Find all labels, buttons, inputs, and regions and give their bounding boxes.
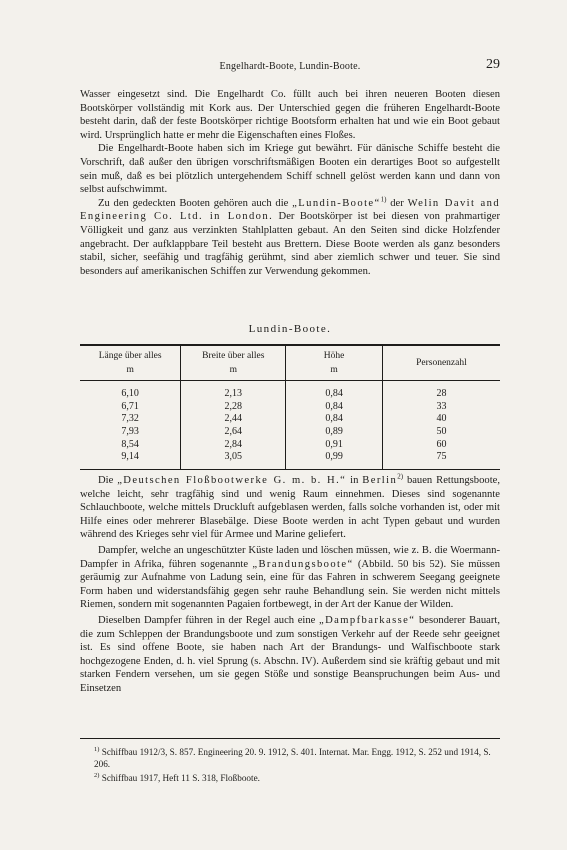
text: Die (98, 475, 118, 486)
table-cell: 9,14 (80, 450, 181, 469)
footnote-text: Schiffbau 1912/3, S. 857. Engineering 20. 9. 1912, S. 401. Internat. Mar. Engg. 1912, S. 252 und 1914, S. 206. (94, 747, 491, 770)
table-row (80, 381, 500, 400)
text: in (346, 475, 363, 486)
header-label: Breite über alles (202, 351, 265, 361)
table-row (80, 400, 500, 413)
footnote (80, 744, 500, 770)
table-cell: 7,32 (121, 413, 139, 425)
table-cell: 0,99 (286, 450, 383, 469)
table-row (80, 450, 500, 469)
footnote-divider (80, 738, 500, 739)
table-row (80, 412, 500, 425)
table-cell: 60 (382, 438, 500, 451)
running-head: Engelhardt-Boote, Lundin-Boote. (219, 61, 361, 72)
table-cell: 0,91 (286, 438, 383, 451)
text: (Abbild. 50 bis 52). Sie müssen geräumig zur Aufnahme von Ladung sein, eine für das Fahren in schwerem Seegang geeignete Form haben und widerstandsfähig gegen sehr rauhe Behandlung sein. Sie werden nicht mittels Riemen, sondern mit sogenannten Pagaien fortbewegt, in der Art der Kanue der Wilden. (80, 558, 500, 611)
table-cell: 50 (382, 425, 500, 438)
table-row (80, 438, 500, 451)
text: bauen Rettungsboote, welche leicht, sehr tragfähig sind und wenig Raum einnehmen. Dieses sind sogenannte Schlauchboote, welche mittels Druckluft aufgeblasen werden, falls solche vorhanden ist, oder mit Hilfe eines oder mehrerer Blasebälge. Diese Boote werden in acht Typen gebaut und wurden während des Krieges sehr viel für Armee und Marine geliefert. (80, 475, 500, 541)
body-text-top (80, 88, 500, 278)
spaced-name: „Deutschen Floßbootwerke G. m. b. H.“ (117, 475, 347, 486)
table-cell: 0,84 (286, 381, 383, 400)
page-header (80, 57, 500, 75)
table-cell: 2,44 (181, 412, 286, 425)
table-cell: 2,28 (181, 400, 286, 413)
header-unit: m (126, 365, 134, 375)
table-cell: 2,64 (181, 425, 286, 438)
column-header (80, 345, 181, 381)
table-cell: 3,05 (181, 450, 286, 469)
table-cell: 8,54 (121, 438, 139, 450)
table-row (80, 425, 500, 438)
table-cell: 2,13 (181, 381, 286, 400)
table-cell: 6,10 (121, 387, 139, 399)
paragraph (80, 544, 500, 612)
spaced-name: „Lundin-Boote“ (292, 197, 381, 209)
table-cell: 0,89 (286, 425, 383, 438)
column-header (181, 345, 286, 381)
spaced-name: „Dampfbarkasse“ (319, 614, 416, 626)
footnote-ref: 1) (380, 195, 387, 204)
text: besonderer Bauart, die zum Schleppen der Brandungsboote und zum sonstigen Verkehr auf der Reede sehr geeignet ist. Es sind offene Boote, sie haben nach Art der Brandungs- und Walfischboote stark hochgezogene Enden, d. h. viel Sprung (s. Abschn. IV). Außerdem sind sie kräftig gebaut und mit starken Fendern versehen, um sie gegen Stöße und sonstige Beanspruchungen beim Aus- und Einsetzen (80, 614, 500, 694)
text: Der Bootskörper ist bei diesen von prahmartiger Völligkeit und ganz aus verzinkten Stahlplatten gebaut. An den Seiten sind dicke Holzfender angebracht. Der aufklappbare Teil besteht aus Brettern. Diese Boote werden als ganz besonders stabil, sicher, seefähig und tragfähig gerühmt, sind aber ziemlich schwer und teuer. Sie sind besonders auf amerikanischen Schiffen zur Verwendung gekommen. (80, 211, 501, 277)
text: Zu den gedeckten Booten gehören auch die (98, 197, 293, 209)
table-cell: 40 (382, 412, 500, 425)
header-unit: m (330, 365, 338, 375)
table-cell: 33 (382, 400, 500, 413)
footnote-mark: 1) (94, 746, 100, 753)
paragraph (80, 614, 500, 696)
paragraph (80, 197, 500, 279)
header-unit: m (229, 365, 237, 375)
table-cell: 2,84 (181, 438, 286, 451)
paragraph: Die Engelhardt-Boote haben sich im Kriege gut bewährt. Für dänische Schiffe besteht die Vorschrift, daß außer den übrigen vorschriftsmäßigen Booten ein derartiges Boot so aufgestellt sein muß, daß es bei plötzlich untergehendem Schiff schnell gelöst werden kann und dann von selbst aufschwimmt. (80, 143, 500, 196)
text: der (386, 197, 408, 209)
lundin-table (80, 344, 500, 470)
footnote-ref: 2) (397, 472, 404, 481)
page-number: 29 (486, 57, 500, 72)
table-cell: 6,71 (121, 400, 139, 412)
paragraph: Wasser eingesetzt sind. Die Engelhardt Co. füllt auch bei ihren neueren Booten diesen Bootskörper vollständig mit Kork aus. Der Unterschied gegen die früheren Engelhardt-Boote besteht darin, daß der feste Bootskörper richtige Bootsform erhalten hat und wie ein Boot gebaut wird. Ursprünglich hatte er mehr die Eigenschaften eines Floßes. (80, 89, 500, 141)
footnote (80, 770, 500, 784)
column-header (382, 345, 500, 381)
paragraph (80, 474, 500, 542)
spaced-name: Welin Davit and Engineering Co. Ltd. in London. (80, 197, 501, 223)
column-header (286, 345, 383, 381)
spaced-name: „Brandungsboote“ (252, 558, 354, 570)
spaced-name: Berlin (362, 475, 398, 486)
body-text-bottom (80, 474, 500, 696)
table-header-row (80, 345, 500, 381)
table-cell: 7,93 (121, 425, 139, 437)
table-cell: 0,84 (286, 412, 383, 425)
table-cell: 28 (382, 381, 500, 400)
text: Dieselben Dampfer führen in der Regel auch eine (98, 614, 320, 626)
footnote-text: Schiffbau 1917, Heft 11 S. 318, Floßboote. (101, 773, 260, 784)
header-label: Höhe (323, 351, 345, 361)
footnote-mark: 2) (94, 772, 100, 780)
header-label: Länge über alles (98, 351, 162, 361)
table-title: Lundin-Boote. (248, 323, 332, 335)
text: Dampfer, welche an ungeschützter Küste laden und löschen müssen, wie z. B. die Woermann-Dampfer in Afrika, führen sogenannte (80, 544, 500, 570)
table-cell: 0,84 (286, 400, 383, 413)
footnotes (80, 744, 500, 784)
header-label: Personenzahl (416, 358, 467, 368)
table-cell: 75 (382, 450, 500, 469)
